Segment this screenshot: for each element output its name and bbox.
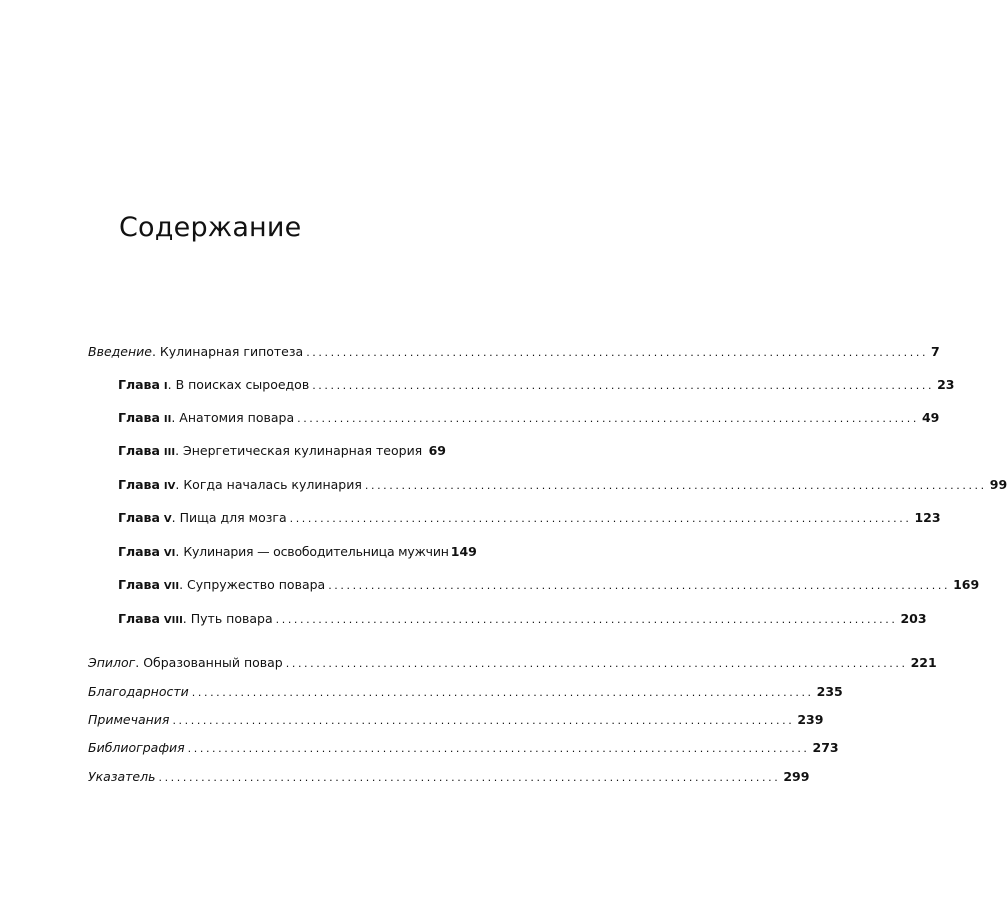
toc-entry-index[interactable] <box>88 767 810 787</box>
toc-chapter-word: Глава <box>118 510 160 525</box>
toc-entry-label: Благодарности <box>88 684 189 699</box>
toc-page-number: 99 <box>989 477 1007 492</box>
toc-page-number: 123 <box>914 510 941 525</box>
toc-page-number: 7 <box>931 344 940 359</box>
dot-leader: ...................................................................................................... <box>191 686 814 699</box>
toc-chapter-numeral: VI <box>163 548 176 559</box>
toc-chapter-numeral: II <box>163 414 172 425</box>
toc-entry-notes[interactable] <box>88 710 824 730</box>
dot-leader: ...................................................................................................... <box>328 579 951 592</box>
toc-entry-chapter-3[interactable]: Глава III . Энергетическая кулинарная теория 69 <box>118 441 446 461</box>
toc-entry-title: В поисках сыроедов <box>175 377 310 392</box>
toc-entry-title: Пища для мозга <box>179 510 287 525</box>
toc-page-number: 235 <box>816 684 843 699</box>
toc-entry-label: Примечания <box>88 712 170 727</box>
toc-entry-title: Анатомия повара <box>179 410 295 425</box>
toc-entry-separator: . <box>135 655 144 670</box>
toc-chapter-numeral: I <box>163 381 168 392</box>
dot-leader: ...................................................................................................... <box>312 379 935 392</box>
toc-entry-chapter-2[interactable]: Глава II . Анатомия повара ...................................................................................................... 49 <box>118 408 446 428</box>
dot-leader: ...................................................................................................... <box>275 613 898 626</box>
toc-page-number: 273 <box>812 740 839 755</box>
toc-chapter-numeral: V <box>163 514 172 525</box>
toc-chapter-numeral: IV <box>163 481 176 492</box>
toc-entry-label: Библиография <box>88 740 185 755</box>
toc-page-number: 239 <box>797 712 824 727</box>
toc-page-number: 221 <box>910 655 937 670</box>
toc-entry-title: Образованный повар <box>143 655 283 670</box>
toc-entry-chapter-7[interactable]: Глава VII . Супружество повара ...................................................................................................... 169 <box>118 575 446 595</box>
toc-entry-bibliography[interactable] <box>88 738 839 758</box>
toc-entry-intro[interactable] <box>88 342 940 362</box>
dot-leader: ...................................................................................................... <box>289 512 912 525</box>
toc-entry-epilogue[interactable] <box>88 653 937 673</box>
toc-chapter-numeral: VIII <box>163 615 183 626</box>
toc-entry-title: Энергетическая кулинарная теория <box>183 443 423 458</box>
toc-entry-separator: . <box>151 344 160 359</box>
toc-entry-acknowledgements[interactable] <box>88 682 843 702</box>
toc-page-number: 203 <box>900 611 927 626</box>
toc-entry-label: Указатель <box>88 769 156 784</box>
toc-entry-chapter-8[interactable]: Глава VIII . Путь повара ...................................................................................................... 203 <box>118 609 446 629</box>
toc-entry-label: Введение <box>88 344 152 359</box>
toc-page-number: 169 <box>953 577 980 592</box>
toc-entry-chapter-5[interactable]: Глава V . Пища для мозга ...................................................................................................... 123 <box>118 508 446 528</box>
toc-chapter-word: Глава <box>118 377 160 392</box>
toc-chapter-word: Глава <box>118 410 160 425</box>
toc-chapter-word: Глава <box>118 477 160 492</box>
dot-leader: ...................................................................................................... <box>285 657 908 670</box>
toc-page-number: 69 <box>428 443 446 458</box>
toc-chapter-word: Глава <box>118 611 160 626</box>
toc-entry-title: Кулинарная гипотеза <box>159 344 304 359</box>
toc-chapter-word: Глава <box>118 443 160 458</box>
toc-chapter-word: Глава <box>118 577 160 592</box>
toc-chapter-numeral: VII <box>163 581 180 592</box>
dot-leader: ...................................................................................................... <box>158 771 781 784</box>
toc-entry-chapter-4[interactable]: Глава IV . Когда началась кулинария ...................................................................................................... 99 <box>118 475 446 495</box>
toc-entry-title: Супружество повара <box>187 577 326 592</box>
page-title: Содержание <box>119 212 302 243</box>
dot-leader: ...................................................................................................... <box>364 479 987 492</box>
dot-leader: ...................................................................................................... <box>306 346 929 359</box>
dot-leader: ...................................................................................................... <box>172 714 795 727</box>
toc-entry-label: Эпилог <box>88 655 136 670</box>
dot-leader: ...................................................................................................... <box>297 412 919 425</box>
toc-entry-chapter-6[interactable]: Глава VI . Кулинария — освободительница мужчин 149 <box>118 542 446 562</box>
toc-entry-title: Кулинария — освободительница мужчин <box>183 544 449 559</box>
toc-entry-title: Когда началась кулинария <box>183 477 362 492</box>
toc-page-number: 23 <box>937 377 955 392</box>
toc-page-number: 299 <box>783 769 810 784</box>
toc-entry-chapter-1[interactable]: Глава I . В поисках сыроедов ...................................................................................................... 23 <box>118 375 446 395</box>
dot-leader: ...................................................................................................... <box>187 742 810 755</box>
toc-chapter-word: Глава <box>118 544 160 559</box>
toc-page-number: 149 <box>450 544 477 559</box>
toc-chapter-numeral: III <box>163 447 176 458</box>
toc-entry-title: Путь повара <box>190 611 273 626</box>
toc-page-number: 49 <box>921 410 940 425</box>
